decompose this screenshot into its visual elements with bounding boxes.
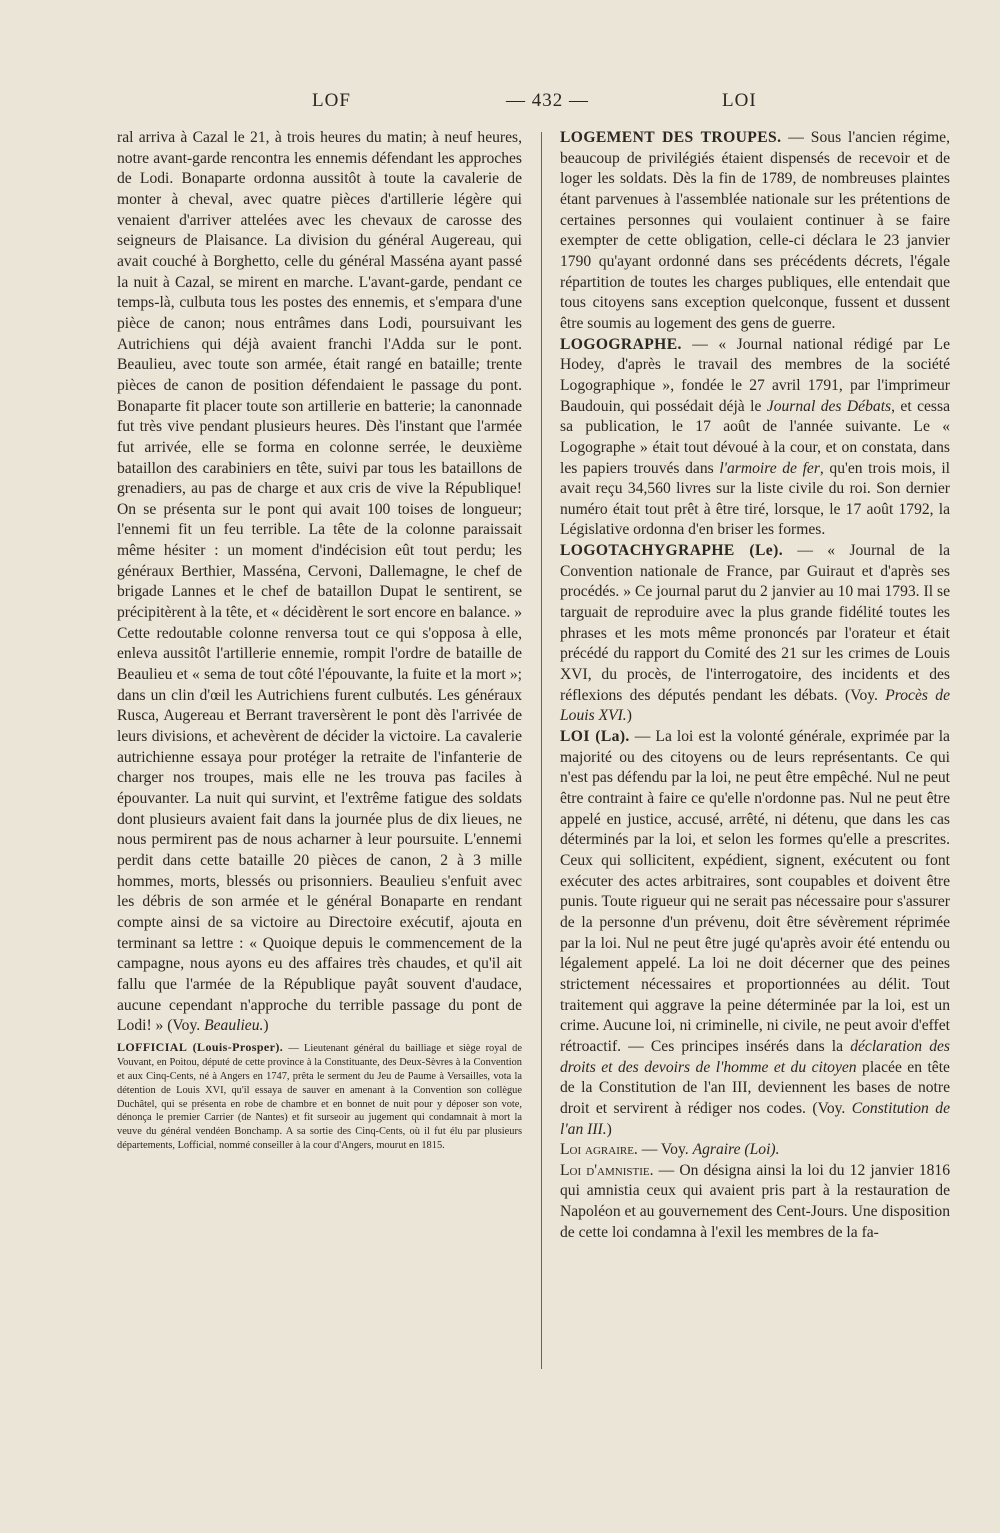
loi-crossref: Constitution de l'an III. (560, 1099, 950, 1138)
loi-text-a: — La loi est la volonté générale, exprimée par la majorité ou des citoyens ou de leurs représentants. Ce qui n'est pas défendu par la loi, ne peut être empêché. Nul ne peut être contraint à faire ce qu'elle n'ordonne pas. Nul ne peut être appelé en justice, accusé, arrêté, ni détenu, que dans les cas déterminés par la loi, et selon les formes qu'elle a prescrites. Ceux qui sollicitent, expédient, signent, exécutent ou font exécuter des actes arbitraires, sont coupables et doivent être punis. Toute rigueur qui ne serait pas nécessaire pour s'assurer de la personne d'un prévenu, doit être sévèrement réprimée par la loi. Nul ne peut être jugé qu'après avoir été entendu ou légalement appelé. La loi ne doit décerner que des peines strictement nécessaires et proportionnées au délit. Tout traitement qui aggrave la peine déterminée par la loi, est un crime. Aucune loi, ni criminelle, ni civile, ne peut avoir d'effet rétroactif. — Ces principes insérés dans la (560, 728, 950, 1055)
loi-crossref-close: ) (606, 1120, 612, 1138)
left-column (117, 128, 522, 1153)
headword-logotachygraphe: LOGOTACHYGRAPHE (Le). (560, 542, 784, 560)
logographe-text-c: , qu'en trois mois, il avait reçu 34,560 livres sur la liste civile du roi. Son dernier numéro était tout prêt à être tiré, lorsque, le 17 août 1792, la Législative ordonna d'en briser les formes. (560, 459, 951, 539)
entry-loi-agraire (560, 1140, 950, 1161)
headword-logographe: LOGOGRAPHE. (560, 335, 682, 353)
lodi-paragraph (117, 128, 522, 1037)
entry-loi (560, 727, 950, 1140)
loi-text-b: placée en tête de la Constitution de l'an III, deviennent les bases de notre droit et servirent à rédiger nos codes. (Voy. (560, 1058, 950, 1117)
headword-lofficial: LOFFICIAL (Louis-Prosper). (117, 1039, 284, 1054)
headword-loi-amnistie: Loi d'amnistie. (560, 1161, 654, 1179)
agraire-text: — Voy. (637, 1141, 689, 1159)
logotachy-crossref-close: ) (626, 707, 632, 725)
logographe-journal-title: Journal des Débats (766, 397, 892, 415)
right-column (560, 128, 950, 1243)
lodi-crossref: Beaulieu. (204, 1017, 264, 1035)
lofficial-text: — Lieutenant général du bailliage et siège royal de Vouvant, en Poitou, député de cette province à la Constituante, des Deux-Sèvres à la Convention et aux Cinq-Cents, né à Angers en 1747, prêta le serment du Jeu de Paume à Versailles, vota la détention de Louis XVI, qu'il essaya de sauver en amenant à la Convention son collègue Duchâtel, qui se présenta en robe de chambre et en bonnet de nuit pour y déposer son vote, dénonça le premier Carrier (de Nantes) et fit surseoir au jugement qui condamnait à mort la veuve du général vendéen Bonchamp. A sa sortie des Cinq-Cents, où il fut élu par plusieurs départements, Lofficial, nommé conseiller à la cour d'Angers, mourut en 1815. (117, 1042, 522, 1152)
loi-declaration: déclaration des droits et des devoirs de l'homme et du citoyen (560, 1037, 950, 1076)
agraire-crossref: Agraire (Loi). (692, 1141, 780, 1159)
logographe-armoire: l'armoire de fer (719, 459, 820, 477)
logographe-text-b: , et cessa sa publication, le 17 août de l'année suivante. Le « Logographe » était tout dévoué à la cour, et on constata, dans les papiers trouvés dans (560, 397, 950, 477)
headword-logement: LOGEMENT DES TROUPES. (560, 129, 782, 146)
logographe-text-a: — « Journal national rédigé par Le Hodey, d'après le travail des membres de la société Logographique », fondée le 27 avril 1791, par l'imprimeur Baudouin, qui possédait déjà le (560, 335, 950, 415)
entry-lofficial (117, 1041, 522, 1153)
column-divider (541, 132, 542, 1369)
headword-loi-agraire: Loi agraire. (560, 1141, 638, 1159)
page-number: — 432 — (506, 90, 589, 111)
logotachy-crossref: Procès de Louis XVI. (560, 686, 950, 725)
headword-loi: LOI (La). (560, 728, 630, 746)
lodi-crossref-close: ) (263, 1017, 269, 1035)
amnistie-text: — On désigna ainsi la loi du 12 janvier 1816 qui amnistia ceux qui avaient pris part à la restauration de Napoléon et au gouvernement des Cent-Jours. Une disposition de cette loi condamna à l'exil les membres de la fa- (560, 1161, 951, 1241)
running-head-right: LOI (722, 90, 757, 111)
entry-logotachygraphe (560, 541, 950, 727)
entry-logographe (560, 335, 950, 542)
running-head-left: LOF (312, 90, 351, 111)
entry-logement (560, 128, 950, 335)
lodi-text: ral arriva à Cazal le 21, à trois heures du matin; à neuf heures, notre avant-garde rencontra les ennemis défendant les approches de Lodi. Bonaparte ordonna aussitôt à toute la cavalerie de monter à cheval, avec quatre pièces d'artillerie légère qui venaient d'arriver attelées avec les chevaux de carosse des seigneurs de Plaisance. La division du général Augereau, qui avait couché à Borghetto, celle du général Masséna ayant passé la nuit à Cazal, se mirent en marche. L'avant-garde, pendant ce temps-là, culbuta tous les postes des ennemis, et s'empara d'une pièce de canon; nous entrâmes dans Lodi, poursuivant les Autrichiens qui déjà avaient franchi l'Adda sur le pont. Beaulieu, avec toute son armée, était rangé en bataille; trente pièces de canon de position défendaient le passage du pont. Bonaparte fit placer toute son artillerie en batterie; la canonnade fut très vive pendant plusieurs heures. Dès l'instant que l'armée fut arrivée, elle se forma en colonne serrée, le deuxième bataillon des carabiniers en tête, suivi par tous les bataillons de grenadiers, au pas de charge et aux cris de vive la République! On se présenta sur le pont qui avait 100 toises de longueur; l'ennemi fit un feu terrible. La tête de la colonne paraissait même hésiter : un moment d'indécision eût tout perdu; les généraux Berthier, Masséna, Cervoni, Dallemagne, le chef de brigade Lannes et le chef de bataillon Dupat le sentirent, se précipitèrent à la tête, et « décidèrent le sort encore en balance. » Cette redoutable colonne renversa tout ce qui s'opposa à elle, enleva aussitôt l'artillerie ennemie, rompit l'ordre de bataille de Beaulieu et « sema de tout côté l'épouvante, la fuite et la mort »; dans un clin d'œil les Autrichiens furent culbutés. Les généraux Rusca, Augereau et Berrant traversèrent le pont dès l'arrivée de leurs divisions, et achevèrent de décider la victoire. La cavalerie autrichienne essaya pour protéger la retraite de l'infanterie de charger nos troupes, mais elle ne les trouva pas faciles à épouvanter. La nuit qui survint, et l'extrême fatigue des soldats dont plusieurs avaient fait dans la journée plus de dix lieues, ne nous permirent pas de nous acharner à leur poursuite. L'ennemi perdit dans cette bataille 20 pièces de canon, 2 à 3 mille hommes, morts, blessés ou prisonniers. Beaulieu s'enfuit avec les débris de son armée et le général Bonaparte en rendant compte ainsi de sa victoire au Directoire exécutif, ajouta en terminant sa lettre : « Quoique depuis le commencement de la campagne, nous ayons eu des affaires très chaudes, et qu'il ait fallu que l'armée de la République payât souvent d'audace, aucune cependant n'approche du terrible passage du pont de Lodi! » (Voy. (117, 129, 522, 1035)
logotachy-text: — « Journal de la Convention nationale de France, par Guiraut et d'après ses procédés. » Ce journal parut du 2 janvier au 10 mai 1793. Il se targuait de reproduire avec la plus grande fidélité toutes les phrases et les mots même prononcés par l'orateur et était précédé du rapport du Comité des 21 sur les crimes de Louis XVI, du procès, de l'interrogatoire, des incidents et des réflexions des députés pendant les débats. (Voy. (560, 542, 951, 704)
logement-text: — Sous l'ancien régime, beaucoup de privilégiés étaient dispensés de recevoir et de loger les soldats. Dès la fin de 1789, de nombreuses plaintes étant parvenues à l'assemblée nationale sur les prétentions de certaines personnes qui voulaient continuer à se faire exempter de cette obligation, celle-ci déclara le 23 janvier 1790 qu'ayant ordonné dans ses précédents décrets, l'égale répartition de toutes les charges publiques, elle entendait que tous citoyens sans exception quelconque, fussent et dussent être soumis au logement des gens de guerre. (560, 129, 950, 332)
entry-loi-amnistie (560, 1161, 950, 1244)
